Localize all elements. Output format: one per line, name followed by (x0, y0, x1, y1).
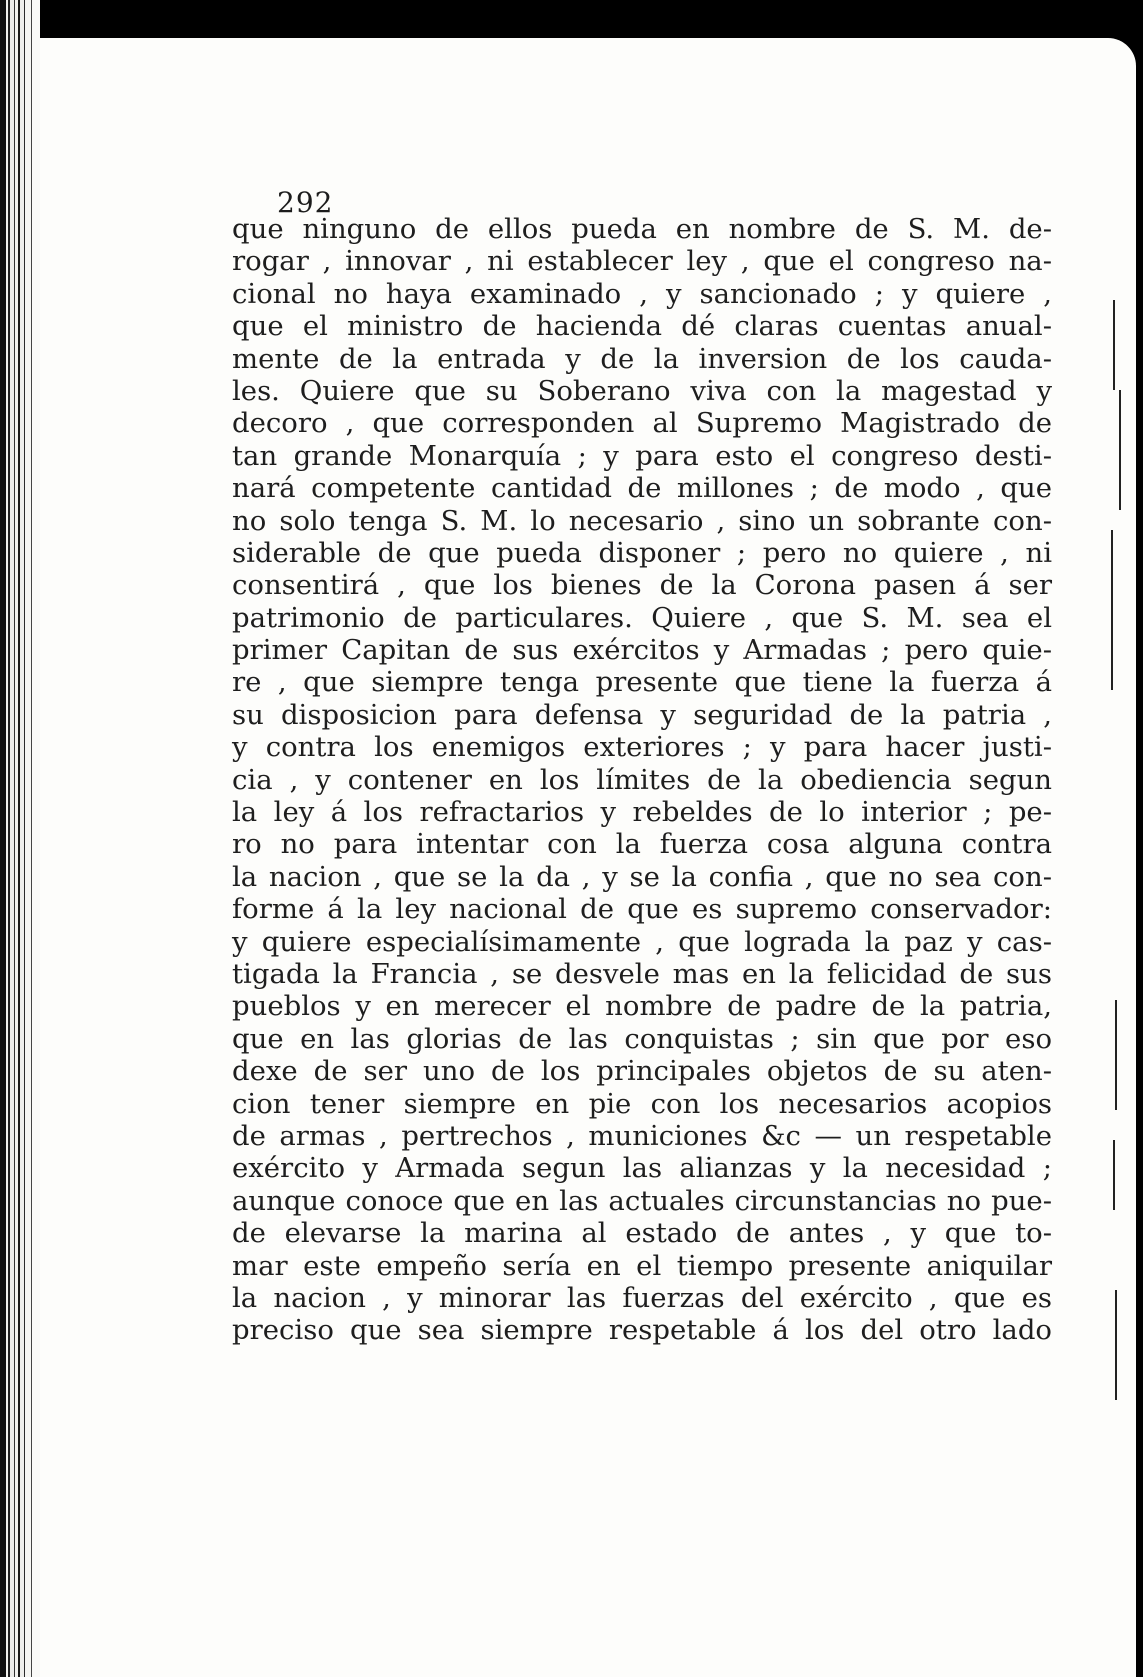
text-line: dexe de ser uno de los principales objetos de su aten- (232, 1055, 1052, 1088)
text-line: que el ministro de hacienda dé claras cuentas anual- (232, 310, 1052, 343)
text-line: cia , y contener en los límites de la obediencia segun (232, 763, 1052, 796)
text-line: mente de la entrada y de la inversion de los cauda- (232, 342, 1052, 375)
text-line: su disposicion para defensa y seguridad de la patria , (232, 698, 1052, 731)
page-right-edge-marks (1103, 60, 1143, 1677)
edge-mark (1113, 1140, 1115, 1210)
text-line: la ley á los refractarios y rebeldes de lo interior ; pe- (232, 796, 1052, 829)
page-number: 292 (277, 186, 334, 219)
text-line: y quiere especialísimamente , que lograda la paz y cas- (232, 925, 1052, 958)
text-line: nará competente cantidad de millones ; de modo , que (232, 472, 1052, 505)
text-line: la nacion , que se la da , y se la confia , que no sea con- (232, 860, 1052, 893)
text-line: mar este empeño sería en el tiempo presente aniquilar (232, 1249, 1052, 1282)
text-line: que en las glorias de las conquistas ; sin que por eso (232, 1022, 1052, 1055)
text-line: ro no para intentar con la fuerza cosa alguna contra (232, 828, 1052, 861)
text-line: tigada la Francia , se desvele mas en la felicidad de sus (232, 957, 1052, 990)
text-line: patrimonio de particulares. Quiere , que S. M. sea el (232, 601, 1052, 634)
text-line: que ninguno de ellos pueda en nombre de S. M. de- (232, 213, 1052, 245)
text-line: primer Capitan de sus exércitos y Armadas ; pero quie- (232, 634, 1052, 667)
text-line: cion tener siempre en pie con los necesarios acopios (232, 1087, 1052, 1120)
text-line: la nacion , y minorar las fuerzas del exército , que es (232, 1281, 1052, 1314)
text-line: tan grande Monarquía ; y para esto el congreso desti- (232, 439, 1052, 472)
text-line: rogar , innovar , ni establecer ley , que el congreso na- (232, 245, 1052, 278)
text-line: de armas , pertrechos , municiones &c — un respetable (232, 1119, 1052, 1152)
text-line: re , que siempre tenga presente que tiene la fuerza á (232, 666, 1052, 699)
book-binding-gutter (0, 0, 40, 1677)
edge-mark (1111, 530, 1113, 690)
text-line: de elevarse la marina al estado de antes , y que to- (232, 1217, 1052, 1250)
text-line: exército y Armada segun las alianzas y la necesidad ; (232, 1152, 1052, 1185)
text-line: cional no haya examinado , y sancionado ; y quiere , (232, 277, 1052, 310)
text-line: les. Quiere que su Soberano viva con la magestad y (232, 374, 1052, 407)
text-line: no solo tenga S. M. lo necesario , sino un sobrante con- (232, 504, 1052, 537)
edge-mark (1115, 1290, 1117, 1400)
body-text (232, 213, 1052, 1347)
edge-mark (1115, 1000, 1117, 1110)
text-line: preciso que sea siempre respetable á los del otro lado (232, 1314, 1052, 1347)
edge-mark (1119, 390, 1121, 510)
edge-mark (1113, 300, 1115, 390)
text-line: siderable de que pueda disponer ; pero no quiere , ni (232, 536, 1052, 569)
text-line: pueblos y en merecer el nombre de padre de la patria, (232, 990, 1052, 1023)
text-line: y contra los enemigos exteriores ; y para hacer justi- (232, 731, 1052, 764)
text-line: aunque conoce que en las actuales circunstancias no pue- (232, 1184, 1052, 1217)
text-line: forme á la ley nacional de que es supremo conservador: (232, 893, 1052, 926)
text-line: decoro , que corresponden al Supremo Magistrado de (232, 407, 1052, 440)
text-line: consentirá , que los bienes de la Corona pasen á ser (232, 569, 1052, 602)
